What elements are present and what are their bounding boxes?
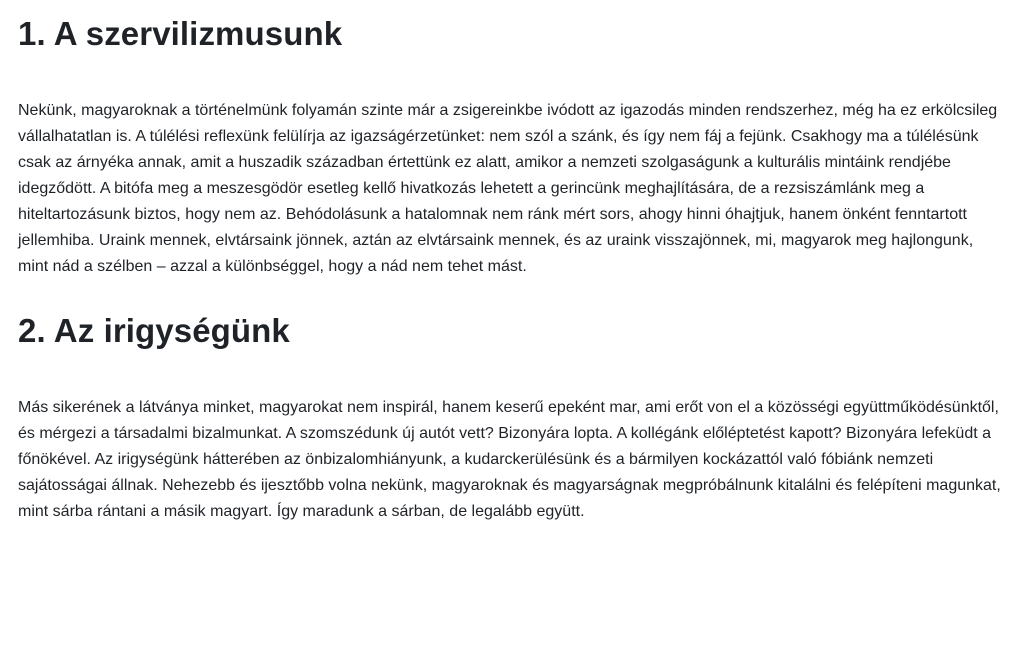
section-paragraph: Más sikerének a látványa minket, magyarokat nem inspirál, hanem keserű epeként mar, ami erőt von el a közösségi együttműködésünktől, és mérgezi a társadalmi bizalmunkat. A szomszédunk új autót vett? Bizonyára lopta. A kollégánk előléptetést kapott? Bizonyára lefeküdt a főnökével. Az irigységünk hátterében az önbizalomhiányunk, a kudarckerülésünk és a bármilyen kockázattól való fóbiánk nemzeti sajátosságai állnak. Nehezebb és ijesztőbb volna nekünk, magyaroknak és magyarságnak megpróbálnunk kitalálni és felépíteni magunkat, mint sárba rántani a másik magyart. Így maradunk a sárban, de legalább együtt. [18, 399, 1001, 520]
section-heading: 1. A szervilizmusunk [18, 15, 343, 52]
section-heading: 2. Az irigységünk [18, 312, 290, 349]
section-szervilizmus [18, 0, 1006, 280]
section-irigyseg [18, 280, 1006, 525]
section-paragraph: Nekünk, magyaroknak a történelmünk folyamán szinte már a zsigereinkbe ivódott az igazodás minden rendszerhez, még ha ez erkölcsileg vállalhatatlan is. A túlélési reflexünk felülírja az igazságérzetünket: nem szól a szánk, és így nem fáj a fejünk. Csakhogy ma a túlélésünk csak az árnyéka annak, amit a huszadik században értettünk ez alatt, amikor a nemzeti szolgaságunk a kulturális mintáink rendjébe idegződött. A bitófa meg a meszesgödör esetleg kellő hivatkozás lehetett a gerincünk meghajlítására, de a rezsiszámlánk meg a hiteltartozásunk biztos, hogy nem az. Behódolásunk a hatalomnak nem ránk mért sors, ahogy hinni óhajtjuk, hanem önként fenntartott jellemhiba. Uraink mennek, elvtársaink jönnek, aztán az elvtársaink mennek, és az uraink visszajönnek, mi, magyarok meg hajlongunk, mint nád a szélben – azzal a különbséggel, hogy a nád nem tehet mást. [18, 102, 998, 275]
